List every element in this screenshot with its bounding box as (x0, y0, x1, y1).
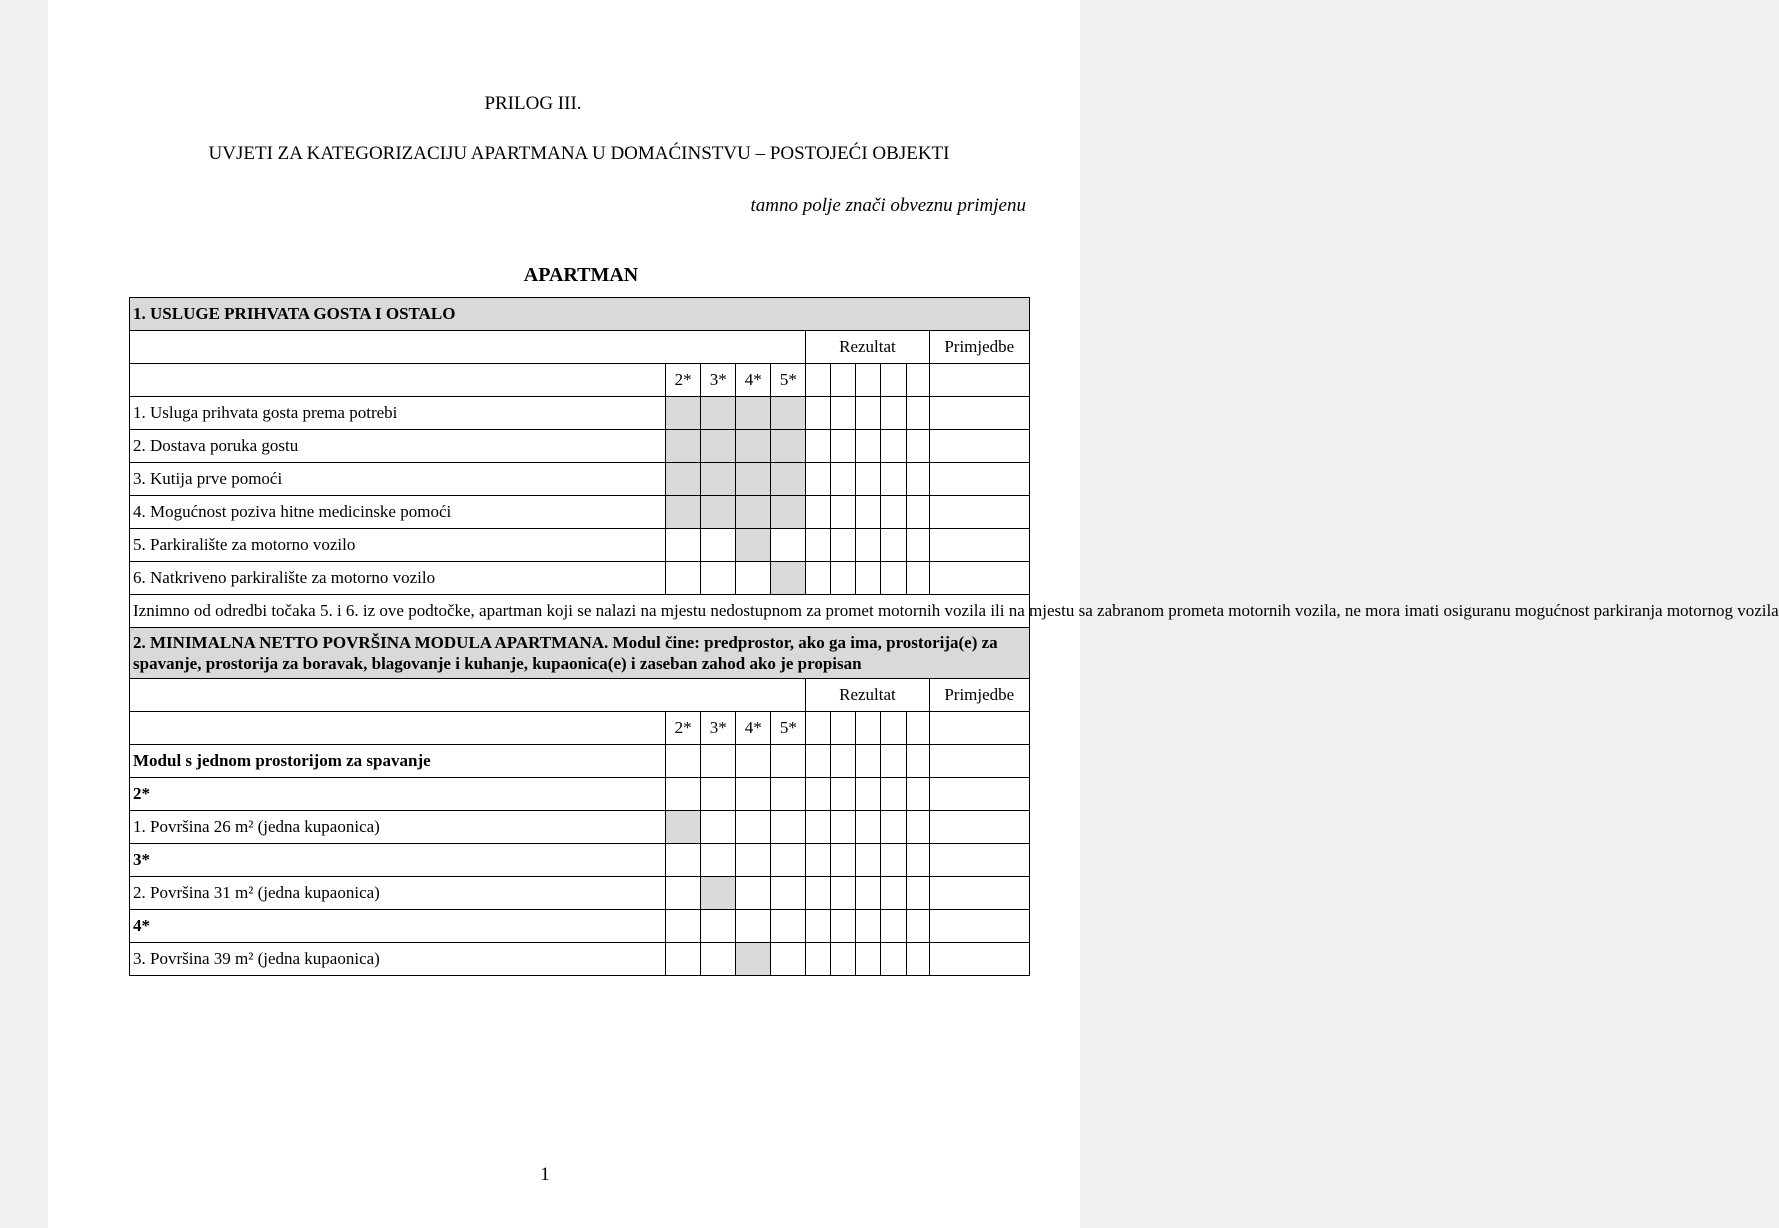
rezultat-cell (881, 910, 906, 943)
rezultat-cell (906, 811, 929, 844)
rezultat-cell (806, 943, 831, 976)
section1-header-row (130, 298, 1030, 331)
rezultat-cell (831, 364, 856, 397)
blank-cell (130, 712, 666, 745)
rezultat-cell (831, 844, 856, 877)
rezultat-cell (881, 562, 906, 595)
rezultat-cell (856, 430, 881, 463)
star-cell (701, 943, 736, 976)
rezultat-cell (831, 463, 856, 496)
star-cell (666, 910, 701, 943)
primjedbe-cell (929, 712, 1029, 745)
table-row (130, 463, 1030, 496)
table-row (130, 529, 1030, 562)
mandatory-cell (666, 397, 701, 430)
rezultat-cell (906, 877, 929, 910)
rezultat-cell (856, 745, 881, 778)
rezultat-cell (856, 529, 881, 562)
primjedbe-cell (929, 397, 1029, 430)
document-title: UVJETI ZA KATEGORIZACIJU APARTMANA U DOMAĆINSTVU – POSTOJEĆI OBJEKTI (208, 143, 950, 164)
rezultat-cell (806, 463, 831, 496)
rezultat-cell (906, 397, 929, 430)
rezultat-cell (856, 397, 881, 430)
rezultat-cell (856, 910, 881, 943)
row-label: 6. Natkriveno parkiralište za motorno vozilo (130, 562, 666, 595)
mandatory-cell (736, 496, 771, 529)
rezultat-cell (881, 463, 906, 496)
rezultat-cell (856, 877, 881, 910)
table-row (130, 877, 1030, 910)
primjedbe-cell (929, 562, 1029, 595)
star-cell (736, 562, 771, 595)
rezultat-cell (906, 943, 929, 976)
star-cell (736, 910, 771, 943)
rezultat-cell (856, 463, 881, 496)
rezultat-cell (856, 844, 881, 877)
rezultat-cell (806, 745, 831, 778)
rezultat-header: Rezultat (806, 679, 929, 712)
mandatory-cell (736, 463, 771, 496)
star-cell (771, 877, 806, 910)
star-cell (666, 529, 701, 562)
rezultat-cell (831, 910, 856, 943)
rezultat-cell (906, 778, 929, 811)
row-label: Modul s jednom prostorijom za spavanje (130, 745, 666, 778)
mandatory-cell (736, 397, 771, 430)
page-number: 1 (540, 1164, 550, 1185)
star-cell (701, 844, 736, 877)
column-header-row (130, 331, 1030, 364)
table-row (130, 430, 1030, 463)
rezultat-cell (806, 529, 831, 562)
rezultat-cell (856, 364, 881, 397)
row-label: 2. Dostava poruka gostu (130, 430, 666, 463)
table-row (130, 496, 1030, 529)
rezultat-cell (856, 811, 881, 844)
rezultat-cell (881, 397, 906, 430)
star-cell (666, 778, 701, 811)
primjedbe-cell (929, 910, 1029, 943)
rezultat-cell (856, 943, 881, 976)
mandatory-cell (701, 463, 736, 496)
row-label: 3. Kutija prve pomoći (130, 463, 666, 496)
primjedbe-header: Primjedbe (929, 679, 1029, 712)
rezultat-cell (806, 844, 831, 877)
rezultat-cell (881, 844, 906, 877)
mandatory-cell (736, 529, 771, 562)
rezultat-cell (806, 397, 831, 430)
rezultat-cell (806, 712, 831, 745)
mandatory-cell (771, 463, 806, 496)
rezultat-cell (906, 496, 929, 529)
mandatory-cell (701, 496, 736, 529)
table-row (130, 943, 1030, 976)
rezultat-cell (881, 745, 906, 778)
primjedbe-cell (929, 745, 1029, 778)
row-label: 1. Površina 26 m² (jedna kupaonica) (130, 811, 666, 844)
primjedbe-cell (929, 463, 1029, 496)
mandatory-cell (771, 397, 806, 430)
star-5-header: 5* (771, 364, 806, 397)
rezultat-cell (831, 745, 856, 778)
table-row (130, 745, 1030, 778)
rezultat-cell (906, 463, 929, 496)
rezultat-cell (881, 877, 906, 910)
row-label: 3. Površina 39 m² (jedna kupaonica) (130, 943, 666, 976)
primjedbe-cell (929, 877, 1029, 910)
star-2-header: 2* (666, 712, 701, 745)
rezultat-cell (831, 811, 856, 844)
primjedbe-cell (929, 844, 1029, 877)
mandatory-cell (771, 562, 806, 595)
star-cell (771, 778, 806, 811)
rezultat-cell (856, 712, 881, 745)
rezultat-cell (831, 562, 856, 595)
table-row (130, 844, 1030, 877)
rezultat-cell (881, 529, 906, 562)
rezultat-cell (881, 364, 906, 397)
primjedbe-cell (929, 778, 1029, 811)
rezultat-cell (831, 397, 856, 430)
star-cell (771, 811, 806, 844)
note-row (130, 595, 1030, 628)
rezultat-cell (906, 844, 929, 877)
table-row (130, 778, 1030, 811)
star-cell (666, 943, 701, 976)
rezultat-cell (831, 430, 856, 463)
star-cell (701, 778, 736, 811)
star-3-header: 3* (701, 364, 736, 397)
star-cell (701, 910, 736, 943)
primjedbe-cell (929, 811, 1029, 844)
star-cell (736, 745, 771, 778)
star-4-header: 4* (736, 712, 771, 745)
stars-header-row (130, 364, 1030, 397)
rezultat-cell (881, 712, 906, 745)
star-cell (666, 844, 701, 877)
table-row (130, 811, 1030, 844)
rezultat-cell (831, 712, 856, 745)
rezultat-cell (906, 562, 929, 595)
rezultat-cell (831, 496, 856, 529)
rezultat-cell (881, 811, 906, 844)
star-cell (771, 529, 806, 562)
table-row (130, 910, 1030, 943)
rezultat-cell (831, 529, 856, 562)
rezultat-cell (806, 778, 831, 811)
rezultat-cell (906, 529, 929, 562)
column-header-row (130, 679, 1030, 712)
star-cell (736, 811, 771, 844)
rezultat-cell (806, 910, 831, 943)
section-heading: APARTMAN (523, 264, 639, 286)
blank-cell (130, 331, 806, 364)
mandatory-cell (701, 397, 736, 430)
star-cell (666, 562, 701, 595)
star-cell (701, 745, 736, 778)
rezultat-cell (906, 712, 929, 745)
rezultat-cell (881, 778, 906, 811)
table-row (130, 397, 1030, 430)
blank-cell (130, 679, 806, 712)
mandatory-cell (666, 496, 701, 529)
section2-header-row (130, 628, 1030, 679)
rezultat-cell (881, 943, 906, 976)
primjedbe-cell (929, 430, 1029, 463)
document-page (48, 0, 1779, 1228)
row-label: 2. Površina 31 m² (jedna kupaonica) (130, 877, 666, 910)
mandatory-cell (701, 877, 736, 910)
star-cell (771, 745, 806, 778)
table-row (130, 562, 1030, 595)
row-label: 5. Parkiralište za motorno vozilo (130, 529, 666, 562)
row-label: 3* (130, 844, 666, 877)
star-cell (736, 844, 771, 877)
shading-note: tamno polje znači obveznu primjenu (750, 195, 1026, 216)
rezultat-cell (806, 877, 831, 910)
row-label: 4. Mogućnost poziva hitne medicinske pomoći (130, 496, 666, 529)
mandatory-cell (701, 430, 736, 463)
rezultat-cell (806, 811, 831, 844)
star-cell (771, 844, 806, 877)
rezultat-header: Rezultat (806, 331, 929, 364)
mandatory-cell (771, 430, 806, 463)
rezultat-cell (831, 778, 856, 811)
star-cell (701, 562, 736, 595)
star-cell (771, 910, 806, 943)
star-cell (666, 877, 701, 910)
rezultat-cell (856, 496, 881, 529)
blank-cell (130, 364, 666, 397)
star-cell (771, 943, 806, 976)
row-label: 4* (130, 910, 666, 943)
rezultat-cell (806, 496, 831, 529)
rezultat-cell (856, 562, 881, 595)
primjedbe-cell (929, 496, 1029, 529)
mandatory-cell (771, 496, 806, 529)
mandatory-cell (666, 463, 701, 496)
primjedbe-cell (929, 943, 1029, 976)
rezultat-cell (906, 745, 929, 778)
star-cell (701, 811, 736, 844)
rezultat-cell (881, 430, 906, 463)
annex-label: PRILOG III. (484, 93, 582, 114)
star-cell (666, 745, 701, 778)
rezultat-cell (906, 430, 929, 463)
star-cell (736, 778, 771, 811)
rezultat-cell (806, 562, 831, 595)
star-2-header: 2* (666, 364, 701, 397)
rezultat-cell (831, 943, 856, 976)
stars-header-row (130, 712, 1030, 745)
star-cell (701, 529, 736, 562)
primjedbe-cell (929, 364, 1029, 397)
primjedbe-header: Primjedbe (929, 331, 1029, 364)
star-4-header: 4* (736, 364, 771, 397)
primjedbe-cell (929, 529, 1029, 562)
star-5-header: 5* (771, 712, 806, 745)
section1-note: Iznimno od odredbi točaka 5. i 6. iz ove podtočke, apartman koji se nalazi na mjestu nedostupnom za promet motornih vozila ili na mjestu sa zabranom prometa motornih vozila, ne mora imati osiguranu mogućnost parkiranja motornog vozila (130, 595, 1030, 628)
section2-title: 2. MINIMALNA NETTO POVRŠINA MODULA APARTMANA. Modul čine: predprostor, ako ga ima, prostorija(e) za spavanje, prostorija za boravak, blagovanje i kuhanje, kupaonica(e) i zaseban zahod ako je propisan (130, 628, 1030, 679)
row-label: 1. Usluga prihvata gosta prema potrebi (130, 397, 666, 430)
rezultat-cell (806, 430, 831, 463)
star-cell (736, 877, 771, 910)
mandatory-cell (666, 811, 701, 844)
row-label: 2* (130, 778, 666, 811)
star-3-header: 3* (701, 712, 736, 745)
rezultat-cell (906, 910, 929, 943)
mandatory-cell (736, 430, 771, 463)
rezultat-cell (806, 364, 831, 397)
rezultat-cell (906, 364, 929, 397)
mandatory-cell (736, 943, 771, 976)
section1-title: 1. USLUGE PRIHVATA GOSTA I OSTALO (130, 298, 1030, 331)
rezultat-cell (831, 877, 856, 910)
rezultat-cell (881, 496, 906, 529)
categorization-table (129, 297, 1779, 976)
mandatory-cell (666, 430, 701, 463)
rezultat-cell (856, 778, 881, 811)
